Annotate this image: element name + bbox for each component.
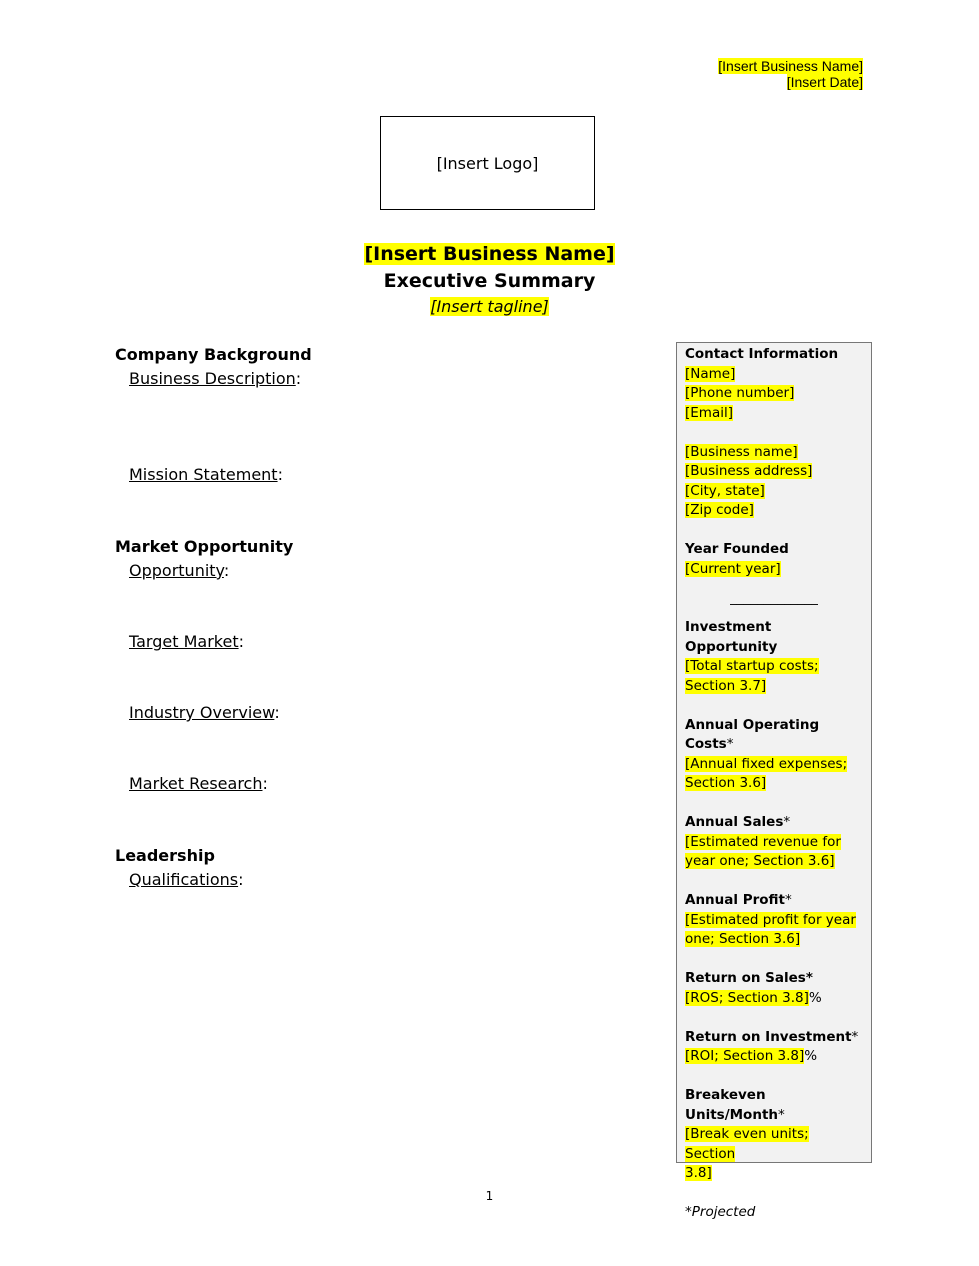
return-on-sales-label: Return on Sales (685, 970, 806, 986)
annual-profit-label: Annual Profit (685, 892, 786, 908)
opportunity-field: Opportunity: (129, 561, 230, 580)
target-market-field: Target Market: (129, 632, 244, 651)
operating-costs-label: Annual Operating Costs (685, 716, 820, 752)
qualifications-field: Qualifications: (129, 870, 244, 889)
contact-heading: Contact Information (685, 346, 839, 362)
summary-sidebar: Contact Information [Name] [Phone number] [Email] [Business name] [Business address] [City, state] [Zip code] Year Founded [Current year] _____________ Investment Opportunity [Total startup costs; Section 3.7] Annual Operating Costs* [Annual fixed expenses; Section 3.6] Annual Sales* [Estimated revenue for year one; Section 3.6] Annual Profit* [Estimated profit for year one; Section 3.6] Return on Sales* [ROS; Section 3.8]% Return on Investment* [ROI; Section 3.8]% Breakeven Units/Month* [Break even units; Section 3.8] *Projected (676, 342, 872, 1163)
mission-statement-field: Mission Statement: (129, 465, 283, 484)
market-research-label: Market Research (129, 774, 263, 793)
contact-zip: [Zip code] (685, 502, 754, 518)
year-founded-label: Year Founded (685, 541, 789, 557)
industry-overview-label: Industry Overview (129, 703, 275, 722)
breakeven-value-line1: [Break even units; Section (685, 1126, 809, 1162)
return-on-sales-value: [ROS; Section 3.8] (685, 989, 809, 1006)
company-background-heading: Company Background (115, 345, 312, 364)
investment-value-line1: [Total startup costs; (685, 658, 819, 674)
qualifications-label: Qualifications (129, 870, 239, 889)
title-business-name: [Insert Business Name] (364, 243, 615, 265)
title-block (0, 241, 979, 319)
investment-label: Investment Opportunity (685, 619, 778, 655)
business-description-label: Business Description (129, 369, 296, 388)
industry-overview-field: Industry Overview: (129, 703, 280, 722)
header-date: [Insert Date] (786, 74, 863, 90)
return-on-investment-label: Return on Investment (685, 1028, 852, 1045)
contact-phone: [Phone number] (685, 385, 795, 401)
breakeven-label: Breakeven Units/Month (685, 1087, 779, 1123)
annual-sales-value-line2: year one; Section 3.6] (685, 853, 835, 869)
contact-business-address: [Business address] (685, 463, 813, 479)
year-founded-value: [Current year] (685, 560, 781, 577)
target-market-label: Target Market (129, 632, 239, 651)
sidebar-divider: _____________ (730, 590, 818, 606)
contact-business-name: [Business name] (685, 443, 798, 460)
operating-costs-value-line1: [Annual fixed expenses; (685, 755, 848, 772)
header-business-name: [Insert Business Name] (718, 58, 863, 74)
opportunity-label: Opportunity (129, 561, 224, 580)
operating-costs-value-line2: Section 3.6] (685, 775, 767, 791)
annual-profit-value-line2: one; Section 3.6] (685, 931, 801, 947)
annual-sales-value-line1: [Estimated revenue for (685, 833, 841, 850)
business-description-field: Business Description: (129, 369, 302, 388)
document-title: Executive Summary (383, 270, 596, 292)
investment-value-line2: Section 3.7] (685, 677, 767, 694)
mission-statement-label: Mission Statement (129, 465, 278, 484)
return-on-investment-value: [ROI; Section 3.8] (685, 1048, 805, 1064)
annual-profit-value-line1: [Estimated profit for year (685, 911, 856, 928)
market-opportunity-heading: Market Opportunity (115, 537, 294, 556)
breakeven-value-line2: 3.8] (685, 1165, 712, 1181)
page-header (718, 58, 863, 90)
contact-name: [Name] (685, 365, 736, 382)
contact-city-state: [City, state] (685, 482, 765, 499)
logo-label: [Insert Logo] (436, 153, 539, 173)
annual-sales-label: Annual Sales (685, 814, 784, 830)
projected-note: *Projected (685, 1204, 756, 1220)
contact-email: [Email] (685, 404, 733, 421)
page-number: 1 (485, 1189, 494, 1203)
tagline: [Insert tagline] (430, 297, 549, 316)
market-research-field: Market Research: (129, 774, 268, 793)
leadership-heading: Leadership (115, 846, 215, 865)
logo-placeholder (380, 116, 595, 210)
